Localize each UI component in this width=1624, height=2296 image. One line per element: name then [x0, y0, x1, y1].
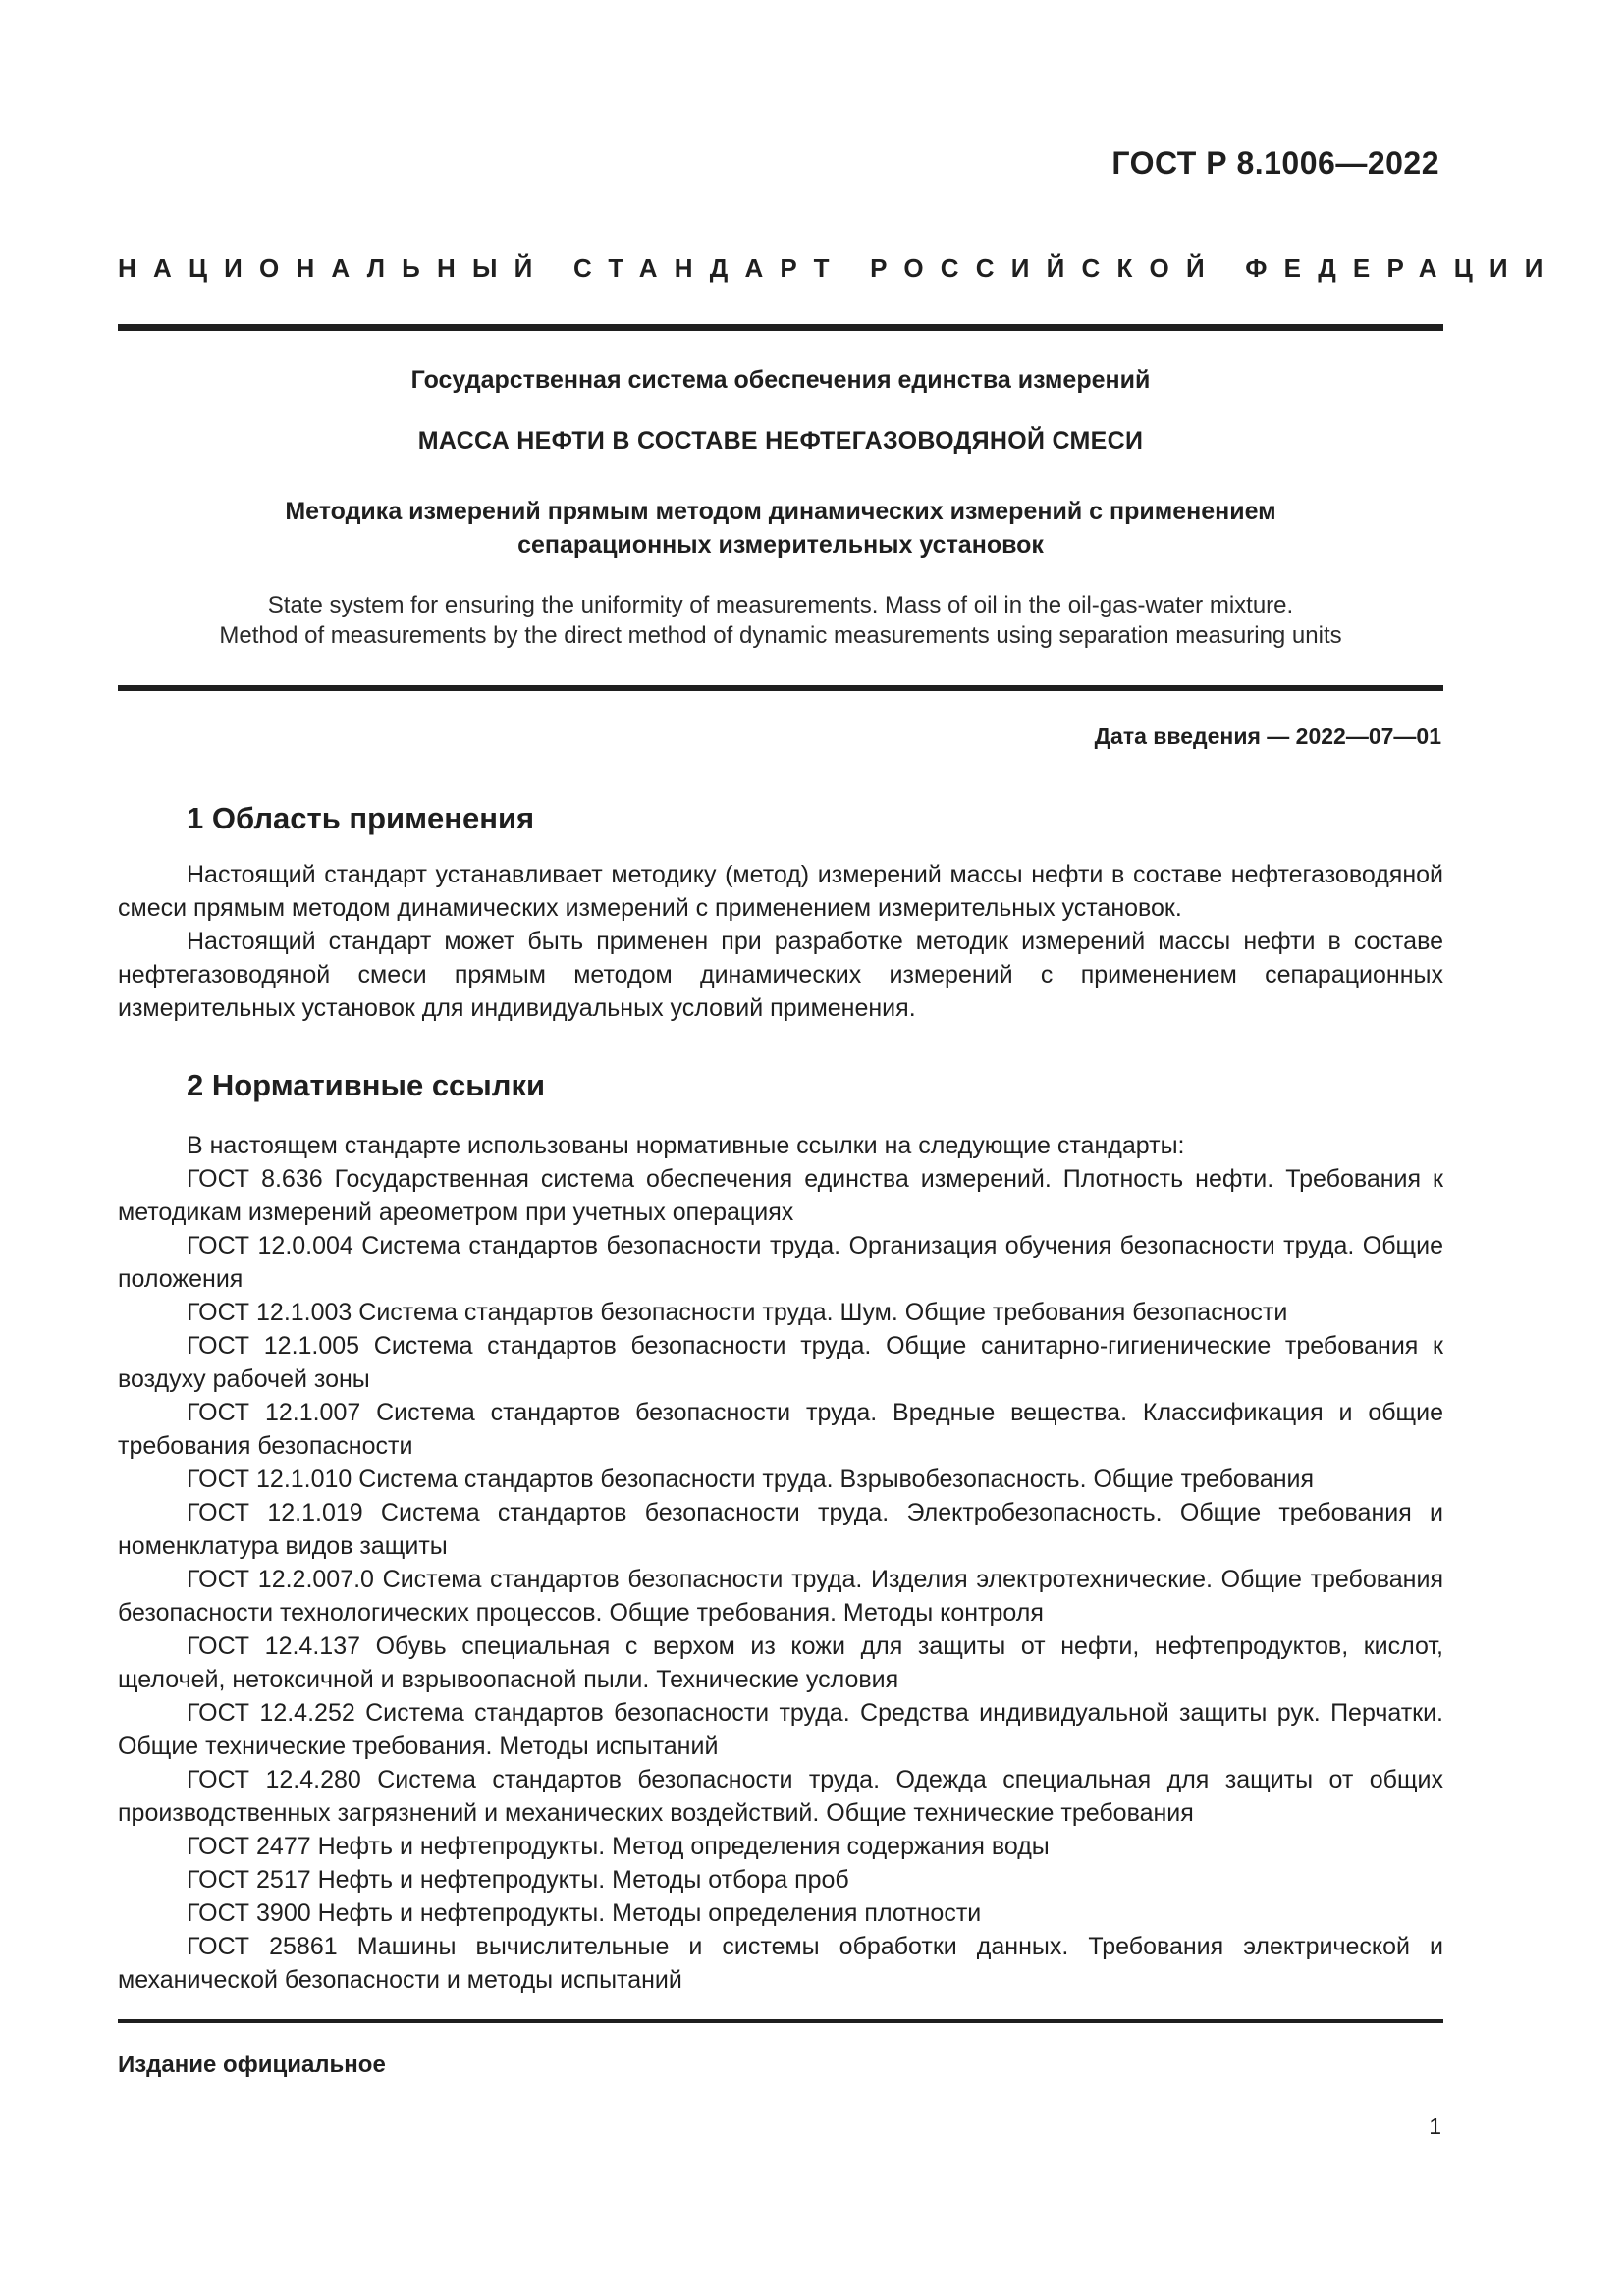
reference-item: ГОСТ 12.4.137 Обувь специальная с верхом из кожи для защиты от нефти, нефтепродуктов, кислот, щелочей, нетоксичной и взрывоопасной пыли. Технические условия [118, 1632, 1443, 1693]
reference-item: ГОСТ 12.0.004 Система стандартов безопасности труда. Организация обучения безопасности труда. Общие положения [118, 1232, 1443, 1293]
title-divider [118, 685, 1443, 691]
reference-item: ГОСТ 12.1.003 Система стандартов безопасности труда. Шум. Общие требования безопасности [187, 1299, 1288, 1326]
reference-item: ГОСТ 2517 Нефть и нефтепродукты. Методы отбора проб [187, 1866, 849, 1894]
official-edition-label: Издание официальное [118, 2052, 386, 2078]
introduction-date: Дата введения — 2022—07—01 [1094, 723, 1441, 749]
main-title: МАССА НЕФТИ В СОСТАВЕ НЕФТЕГАЗОВОДЯНОЙ СМЕСИ [417, 427, 1144, 454]
section-body-references [118, 1129, 1443, 1997]
reference-item: ГОСТ 3900 Нефть и нефтепродукты. Методы определения плотности [187, 1899, 982, 1927]
reference-item: ГОСТ 12.4.280 Система стандартов безопасности труда. Одежда специальная для защиты от общих производственных загрязнений и механических воздействий. Общие технические требования [118, 1766, 1443, 1827]
section-body-scope [118, 858, 1443, 1025]
document-code: ГОСТ Р 8.1006—2022 [1111, 145, 1439, 181]
reference-item: ГОСТ 12.1.019 Система стандартов безопасности труда. Электробезопасность. Общие требования и номенклатура видов защиты [118, 1499, 1443, 1560]
national-standard-banner: НАЦИОНАЛЬНЫЙ СТАНДАРТ РОССИЙСКОЙ ФЕДЕРАЦИИ [118, 253, 1560, 283]
subtitle-line: сепарационных измерительных установок [517, 531, 1044, 559]
english-title-line: Method of measurements by the direct method of dynamic measurements using separation measuring units [219, 622, 1342, 649]
section-heading-scope: 1 Область применения [187, 801, 535, 835]
subtitle [118, 495, 1443, 561]
reference-item: ГОСТ 12.2.007.0 Система стандартов безопасности труда. Изделия электротехнические. Общие требования безопасности технологических процессов. Общие требования. Методы контроля [118, 1566, 1443, 1627]
english-title-line: State system for ensuring the uniformity of measurements. Mass of oil in the oil-gas-water mixture. [267, 592, 1294, 618]
reference-item: ГОСТ 8.636 Государственная система обеспечения единства измерений. Плотность нефти. Требования к методикам измерений ареометром при учетных операциях [118, 1165, 1443, 1226]
reference-item: ГОСТ 2477 Нефть и нефтепродукты. Метод определения содержания воды [187, 1833, 1050, 1860]
footer-divider [118, 2019, 1443, 2023]
subtitle-line: Методика измерений прямым методом динамических измерений с применением [285, 498, 1276, 525]
paragraph: В настоящем стандарте использованы нормативные ссылки на следующие стандарты: [187, 1132, 1185, 1159]
system-title: Государственная система обеспечения единства измерений [410, 366, 1151, 394]
section-heading-references: 2 Нормативные ссылки [187, 1068, 546, 1102]
paragraph: Настоящий стандарт устанавливает методику (метод) измерений массы нефти в составе нефтегазоводяной смеси прямым методом динамических измерений с применением измерительных установок. [118, 861, 1443, 922]
reference-item: ГОСТ 12.1.005 Система стандартов безопасности труда. Общие санитарно-гигиенические требования к воздуху рабочей зоны [118, 1332, 1443, 1393]
english-title [118, 590, 1443, 651]
reference-item: ГОСТ 12.1.010 Система стандартов безопасности труда. Взрывобезопасность. Общие требования [187, 1466, 1315, 1493]
top-divider [118, 324, 1443, 331]
paragraph: Настоящий стандарт может быть применен при разработке методик измерений массы нефти в составе нефтегазоводяной смеси прямым методом динамических измерений с применением сепарационных измерительных установок для индивидуальных условий применения. [118, 928, 1443, 1022]
reference-item: ГОСТ 12.1.007 Система стандартов безопасности труда. Вредные вещества. Классификация и общие требования безопасности [118, 1399, 1443, 1460]
page-number: 1 [1429, 2113, 1441, 2139]
reference-item: ГОСТ 25861 Машины вычислительные и системы обработки данных. Требования электрической и механической безопасности и методы испытаний [118, 1933, 1443, 1994]
reference-item: ГОСТ 12.4.252 Система стандартов безопасности труда. Средства индивидуальной защиты рук. Перчатки. Общие технические требования. Методы испытаний [118, 1699, 1443, 1760]
